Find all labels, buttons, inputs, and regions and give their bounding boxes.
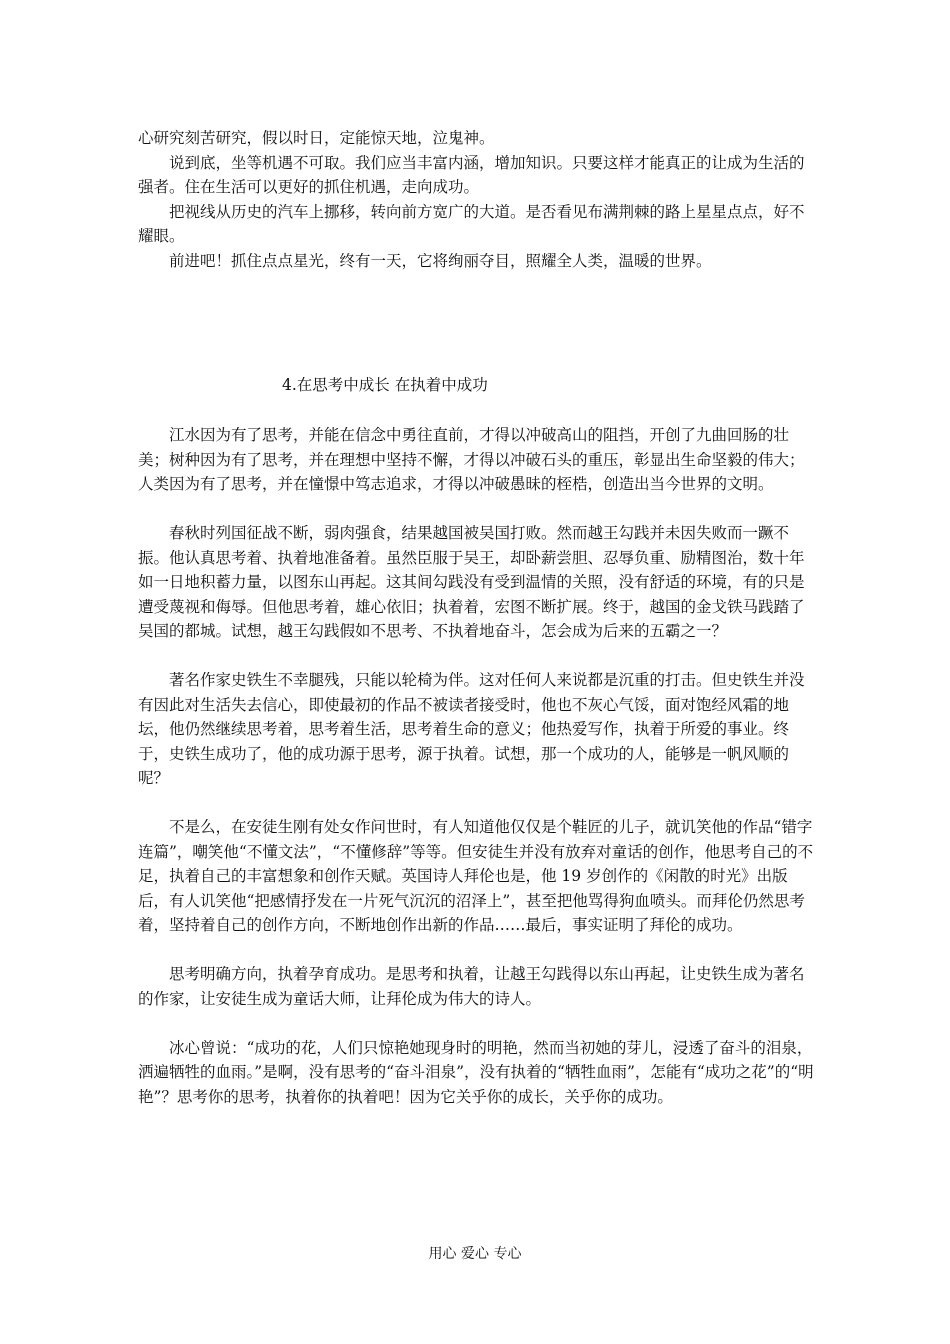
essay-title: 4.在思考中成长 在执着中成功 xyxy=(282,376,488,394)
essay-paragraph-2: 春秋时列国征战不断，弱肉强食，结果越国被吴国打败。然而越王勾践并未因失败而一蹶不振。他认真思考着、执着地准备着。虽然臣服于吴王，却卧薪尝胆、忍辱负重、励精图治，数十年如一日地积蓄力量，以图东山再起。这其间勾践没有受到温情的关照，没有舒适的环境，有的只是遭受蔑视和侮辱。但他思考着，雄心依旧；执着着，宏图不断扩展。终于，越国的金戈铁马践踏了吴国的都城。试想，越王勾践假如不思考、不执着地奋斗，怎会成为后来的五霸之一？ xyxy=(138,524,805,640)
intro-paragraph-1: 心研究刻苦研究，假以时日，定能惊天地，泣鬼神。 xyxy=(138,129,495,147)
essay-body xyxy=(138,423,818,1109)
intro-section xyxy=(138,126,818,273)
intro-paragraph-4: 前进吧！抓住点点星光，终有一天，它将绚丽夺目，照耀全人类，温暖的世界。 xyxy=(169,251,712,270)
essay-paragraph-6: 冰心曾说：“成功的花，人们只惊艳她现身时的明艳，然而当初她的芽儿，浸透了奋斗的泪泉，洒遍牺牲的血雨。”是啊，没有思考的“奋斗泪泉”，没有执着的“牺牲血雨”，怎能有“成功之花”的“明艳”？思考你的思考，执着你的执着吧！因为它关乎你的成长，关乎你的成功。 xyxy=(138,1038,814,1106)
essay-paragraph-3: 著名作家史铁生不幸腿残，只能以轮椅为伴。这对任何人来说都是沉重的打击。但史铁生并没有因此对生活失去信心，即使最初的作品不被读者接受时，他也不灰心气馁，面对饱经风霜的地坛，他仍然继续思考着，思考着生活，思考着生命的意义；他热爱写作，执着于所爱的事业。终于，史铁生成功了，他的成功源于思考，源于执着。试想，那一个成功的人，能够是一帆风顺的呢？ xyxy=(138,671,805,787)
essay-paragraph-1: 江水因为有了思考，并能在信念中勇往直前，才得以冲破高山的阻挡，开创了九曲回肠的壮美；树种因为有了思考，并在理想中坚持不懈，才得以冲破石头的重压，彰显出生命坚毅的伟大；人类因为有了思考，并在憧憬中笃志追求，才得以冲破愚昧的桎梏，创造出当今世界的文明。 xyxy=(138,426,805,493)
intro-paragraph-3: 把视线从历史的汽车上挪移，转向前方宽广的大道。是否看见布满荆棘的路上星星点点，好不耀眼。 xyxy=(138,202,805,245)
intro-paragraph-2: 说到底，坐等机遇不可取。我们应当丰富内涵，增加知识。只要这样才能真正的让成为生活的强者。住在生活可以更好的抓住机遇，走向成功。 xyxy=(138,153,805,196)
essay-paragraph-5: 思考明确方向，执着孕育成功。是思考和执着，让越王勾践得以东山再起，让史铁生成为著名的作家，让安徒生成为童话大师，让拜伦成为伟大的诗人。 xyxy=(138,965,805,1008)
essay-paragraph-4: 不是么，在安徒生刚有处女作问世时，有人知道他仅仅是个鞋匠的儿子，就讥笑他的作品“错字连篇”，嘲笑他“不懂文法”，“不懂修辞”等等。但安徒生并没有放弃对童话的创作，他思考自己的不足，执着自己的丰富想象和创作天赋。英国诗人拜伦也是，他 19 岁创作的《闲散的时光》出版后，有人讥笑他“把感情抒发在一片死气沉沉的沼泽上”，甚至把他骂得狗血喷头。而拜伦仍然思考着，坚持着自己的创作方向，不断地创作出新的作品……最后，事实证明了拜伦的成功。 xyxy=(138,818,814,934)
page-footer: 用心 爱心 专心 xyxy=(428,1246,522,1262)
